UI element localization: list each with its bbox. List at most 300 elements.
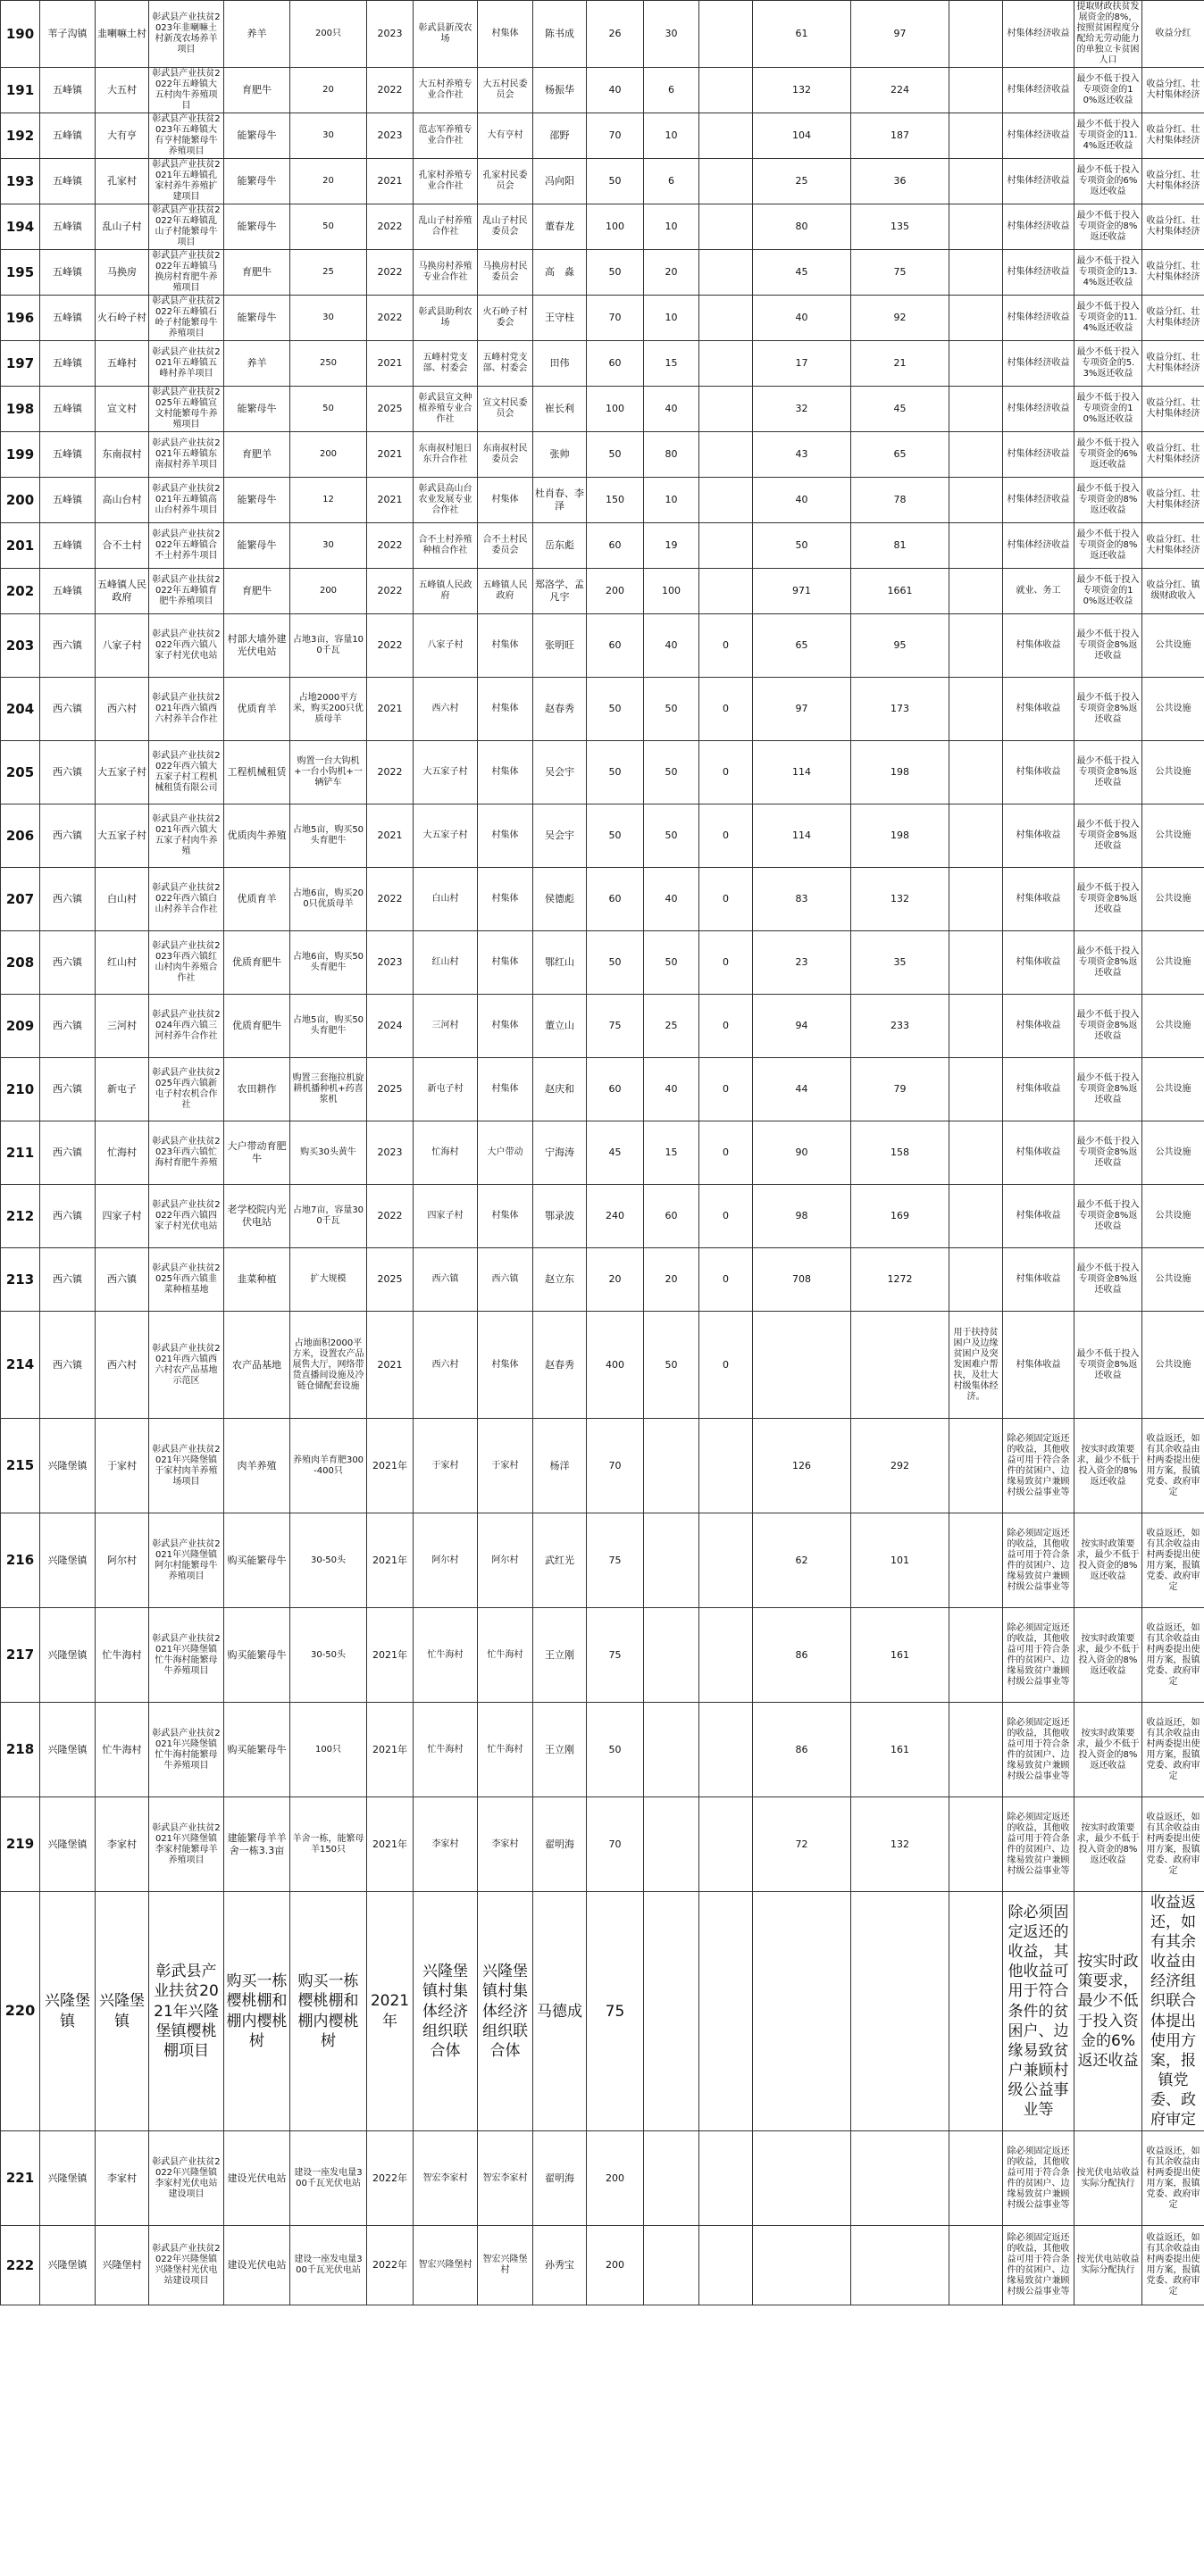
- operator-cell: 大有亨村: [478, 113, 533, 159]
- self-fund-cell: 0: [699, 1058, 753, 1121]
- operator-cell: 忙牛海村: [478, 1608, 533, 1703]
- income-households-cell: 132: [851, 1797, 949, 1892]
- fiscal-fund-cell: 10: [644, 204, 699, 250]
- fiscal-fund-cell: 10: [644, 296, 699, 341]
- row-number: 213: [1, 1248, 40, 1312]
- mechanism-cell: [949, 1419, 1003, 1513]
- row-number: 214: [1, 1312, 40, 1419]
- investment-cell: 60: [587, 868, 644, 931]
- operator-cell: 乱山子村民委员会: [478, 204, 533, 250]
- income-cell: 114: [753, 804, 851, 868]
- row-number: 220: [1, 1892, 40, 2131]
- contact-person-cell: 郑洛学、孟凡宇: [533, 569, 587, 614]
- usage-cell: 村集体收益: [1003, 741, 1074, 804]
- distribution-cell: 收益分红、壮大村集体经济: [1142, 387, 1204, 432]
- contact-person-cell: 岳东彪: [533, 523, 587, 569]
- income-households-cell: 75: [851, 250, 949, 296]
- fiscal-fund-cell: 15: [644, 341, 699, 387]
- village-cell: 西六村: [96, 678, 149, 741]
- contact-person-cell: 吴会宇: [533, 741, 587, 804]
- table-row: [1, 68, 1204, 113]
- owner-cell: 忙海村: [414, 1121, 478, 1185]
- distribution-cell: 收益分红、壮大村集体经济: [1142, 478, 1204, 523]
- fiscal-fund-cell: [644, 1513, 699, 1608]
- year-cell: 2022: [367, 614, 414, 678]
- income-cell: [753, 2226, 851, 2305]
- investment-cell: 50: [587, 159, 644, 204]
- investment-cell: 240: [587, 1185, 644, 1248]
- year-cell: 2022年: [367, 2131, 414, 2226]
- town-cell: 兴隆堡镇: [40, 1703, 96, 1797]
- operator-cell: 村集体: [478, 478, 533, 523]
- year-cell: 2022: [367, 296, 414, 341]
- self-fund-cell: [699, 2131, 753, 2226]
- mechanism-cell: [949, 478, 1003, 523]
- contact-person-cell: 宁海涛: [533, 1121, 587, 1185]
- project-type-cell: 老学校院内光伏电站: [224, 1185, 290, 1248]
- year-cell: 2022: [367, 569, 414, 614]
- self-fund-cell: 0: [699, 995, 753, 1058]
- income-cell: 80: [753, 204, 851, 250]
- project-name-cell: 彰武县产业扶贫2023年五峰镇大有亨村能繁母牛养殖项目: [149, 113, 224, 159]
- income-cell: 971: [753, 569, 851, 614]
- table-row: [1, 250, 1204, 296]
- row-number: 219: [1, 1797, 40, 1892]
- table-row: [1, 1419, 1204, 1513]
- mechanism-cell: [949, 341, 1003, 387]
- scale-cell: 20: [290, 159, 367, 204]
- distribution-cell: 公共设施: [1142, 995, 1204, 1058]
- operator-cell: 孔家村民委员会: [478, 159, 533, 204]
- scale-cell: 占地3亩，容量100千瓦: [290, 614, 367, 678]
- village-cell: 五峰村: [96, 341, 149, 387]
- income-cell: 86: [753, 1608, 851, 1703]
- self-fund-cell: 0: [699, 1248, 753, 1312]
- income-cell: 94: [753, 995, 851, 1058]
- owner-cell: 五峰村党支部、村委会: [414, 341, 478, 387]
- contact-person-cell: 鄂红山: [533, 931, 587, 995]
- owner-cell: 彰武县宣文种植养殖专业合作社: [414, 387, 478, 432]
- town-cell: 五峰镇: [40, 296, 96, 341]
- year-cell: 2021: [367, 341, 414, 387]
- owner-cell: 八家子村: [414, 614, 478, 678]
- contact-person-cell: 杨洋: [533, 1419, 587, 1513]
- benefit-cell: 按实时政策要求，最少不低于投入资金的8%返还收益: [1074, 1608, 1142, 1703]
- contact-person-cell: 孙秀宝: [533, 2226, 587, 2305]
- income-households-cell: 97: [851, 1, 949, 68]
- benefit-cell: 提取财政扶贫发展资金的8%，按照贫困程度分配给无劳动能力的单独立卡贫困人口: [1074, 1, 1142, 68]
- mechanism-cell: [949, 1703, 1003, 1797]
- scale-cell: 占地2000平方米，购买200只优质母羊: [290, 678, 367, 741]
- owner-cell: 西六村: [414, 678, 478, 741]
- fiscal-fund-cell: 20: [644, 250, 699, 296]
- benefit-cell: 最少不低于投入专项资金的11.4%返还收益: [1074, 296, 1142, 341]
- income-cell: 65: [753, 614, 851, 678]
- project-name-cell: 彰武县产业扶贫2023年韭喇嘛土村新茂农场养羊项目: [149, 1, 224, 68]
- row-number: 190: [1, 1, 40, 68]
- income-households-cell: 132: [851, 868, 949, 931]
- owner-cell: 智宏兴隆堡村: [414, 2226, 478, 2305]
- project-name-cell: 彰武县产业扶贫2021年兴隆堡镇樱桃棚项目: [149, 1892, 224, 2131]
- usage-cell: 村集体收益: [1003, 1312, 1074, 1419]
- row-number: 221: [1, 2131, 40, 2226]
- project-type-cell: 育肥牛: [224, 68, 290, 113]
- mechanism-cell: [949, 931, 1003, 995]
- distribution-cell: 收益分红、壮大村集体经济: [1142, 296, 1204, 341]
- income-cell: 132: [753, 68, 851, 113]
- usage-cell: 村集体经济收益: [1003, 296, 1074, 341]
- investment-cell: 200: [587, 2131, 644, 2226]
- year-cell: 2022: [367, 1185, 414, 1248]
- table-row: [1, 1608, 1204, 1703]
- operator-cell: 村集体: [478, 868, 533, 931]
- income-households-cell: 158: [851, 1121, 949, 1185]
- income-cell: [753, 1892, 851, 2131]
- benefit-cell: 按实时政策要求，最少不低于投入资金的8%返还收益: [1074, 1703, 1142, 1797]
- benefit-cell: 最少不低于投入专项资金的6%返还收益: [1074, 159, 1142, 204]
- row-number: 205: [1, 741, 40, 804]
- investment-cell: 75: [587, 995, 644, 1058]
- distribution-cell: 收益分红、壮大村集体经济: [1142, 250, 1204, 296]
- owner-cell: 合不土村养殖种植合作社: [414, 523, 478, 569]
- contact-person-cell: 高 淼: [533, 250, 587, 296]
- town-cell: 西六镇: [40, 1121, 96, 1185]
- mechanism-cell: [949, 250, 1003, 296]
- table-row: [1, 614, 1204, 678]
- benefit-cell: 最少不低于投入专项资金8%返还收益: [1074, 804, 1142, 868]
- row-number: 191: [1, 68, 40, 113]
- investment-cell: 400: [587, 1312, 644, 1419]
- project-type-cell: 能繁母牛: [224, 113, 290, 159]
- mechanism-cell: [949, 569, 1003, 614]
- table-row: [1, 296, 1204, 341]
- income-cell: 40: [753, 296, 851, 341]
- income-cell: 104: [753, 113, 851, 159]
- mechanism-cell: [949, 1608, 1003, 1703]
- fiscal-fund-cell: [644, 1703, 699, 1797]
- village-cell: 高山台村: [96, 478, 149, 523]
- fiscal-fund-cell: 50: [644, 741, 699, 804]
- owner-cell: 东南叔村旭日东升合作社: [414, 432, 478, 478]
- town-cell: 五峰镇: [40, 250, 96, 296]
- investment-cell: 70: [587, 1797, 644, 1892]
- income-households-cell: 78: [851, 478, 949, 523]
- benefit-cell: 最少不低于投入专项资金的5.3%返还收益: [1074, 341, 1142, 387]
- scale-cell: 占地6亩，购买50头育肥牛: [290, 931, 367, 995]
- benefit-cell: 最少不低于投入专项资金的10%返还收益: [1074, 569, 1142, 614]
- year-cell: 2022: [367, 68, 414, 113]
- income-cell: [753, 1312, 851, 1419]
- town-cell: 五峰镇: [40, 113, 96, 159]
- owner-cell: 大五家子村: [414, 804, 478, 868]
- town-cell: 西六镇: [40, 995, 96, 1058]
- project-type-cell: 韭菜种植: [224, 1248, 290, 1312]
- owner-cell: 三河村: [414, 995, 478, 1058]
- investment-cell: 50: [587, 1703, 644, 1797]
- income-cell: 86: [753, 1703, 851, 1797]
- operator-cell: 村集体: [478, 1185, 533, 1248]
- mechanism-cell: [949, 159, 1003, 204]
- income-households-cell: 161: [851, 1703, 949, 1797]
- benefit-cell: 按光伏电站收益实际分配执行: [1074, 2131, 1142, 2226]
- contact-person-cell: 鄂录波: [533, 1185, 587, 1248]
- year-cell: 2021年: [367, 1892, 414, 2131]
- town-cell: 西六镇: [40, 1185, 96, 1248]
- investment-cell: 40: [587, 68, 644, 113]
- benefit-cell: 最少不低于投入专项资金的13.4%返还收益: [1074, 250, 1142, 296]
- usage-cell: 除必须固定返还的收益，其他收益可用于符合条件的贫困户、边缘易致贫户兼顾村级公益事业等: [1003, 1703, 1074, 1797]
- contact-person-cell: 翟明海: [533, 2131, 587, 2226]
- distribution-cell: 收益返还，如有其余收益由经济组织联合体提出使用方案，报镇党委、政府审定: [1142, 1892, 1204, 2131]
- contact-person-cell: 杜肖春、李泽: [533, 478, 587, 523]
- table-row: [1, 1312, 1204, 1419]
- mechanism-cell: [949, 1892, 1003, 2131]
- village-cell: 大有亨: [96, 113, 149, 159]
- mechanism-cell: [949, 1, 1003, 68]
- self-fund-cell: [699, 387, 753, 432]
- self-fund-cell: 0: [699, 1185, 753, 1248]
- town-cell: 五峰镇: [40, 478, 96, 523]
- project-name-cell: 彰武县产业扶贫2021年西六镇大五家子村肉牛养殖: [149, 804, 224, 868]
- row-number: 201: [1, 523, 40, 569]
- town-cell: 西六镇: [40, 1312, 96, 1419]
- project-type-cell: 优质育肥牛: [224, 931, 290, 995]
- self-fund-cell: [699, 1797, 753, 1892]
- village-cell: 新屯子: [96, 1058, 149, 1121]
- distribution-cell: 收益分红、镇级财政收入: [1142, 569, 1204, 614]
- investment-cell: 50: [587, 931, 644, 995]
- self-fund-cell: [699, 113, 753, 159]
- scale-cell: 200: [290, 432, 367, 478]
- operator-cell: 智宏李家村: [478, 2131, 533, 2226]
- contact-person-cell: 侯德彪: [533, 868, 587, 931]
- mechanism-cell: [949, 1248, 1003, 1312]
- owner-cell: 西六村: [414, 1312, 478, 1419]
- town-cell: 五峰镇: [40, 432, 96, 478]
- income-households-cell: 101: [851, 1513, 949, 1608]
- project-name-cell: 彰武县产业扶贫2025年西六镇新屯子村农机合作社: [149, 1058, 224, 1121]
- project-name-cell: 彰武县产业扶贫2021年五峰镇五峰村养羊项目: [149, 341, 224, 387]
- benefit-cell: 最少不低于投入专项资金8%返还收益: [1074, 931, 1142, 995]
- village-cell: 马换房: [96, 250, 149, 296]
- self-fund-cell: [699, 341, 753, 387]
- fiscal-fund-cell: [644, 2226, 699, 2305]
- year-cell: 2023: [367, 931, 414, 995]
- table-row: [1, 1248, 1204, 1312]
- town-cell: 五峰镇: [40, 341, 96, 387]
- town-cell: 五峰镇: [40, 387, 96, 432]
- contact-person-cell: 董立山: [533, 995, 587, 1058]
- distribution-cell: 公共设施: [1142, 1312, 1204, 1419]
- self-fund-cell: 0: [699, 741, 753, 804]
- income-households-cell: 198: [851, 804, 949, 868]
- usage-cell: 村集体经济收益: [1003, 250, 1074, 296]
- project-type-cell: 建能繁母羊羊舍一栋3.3亩: [224, 1797, 290, 1892]
- income-cell: 44: [753, 1058, 851, 1121]
- fiscal-fund-cell: 50: [644, 1312, 699, 1419]
- mechanism-cell: [949, 1185, 1003, 1248]
- scale-cell: 占地5亩，购买50头育肥牛: [290, 995, 367, 1058]
- income-cell: 17: [753, 341, 851, 387]
- fiscal-fund-cell: [644, 2131, 699, 2226]
- fiscal-fund-cell: 20: [644, 1248, 699, 1312]
- table-row: [1, 2226, 1204, 2305]
- distribution-cell: 收益分红、壮大村集体经济: [1142, 159, 1204, 204]
- table-row: [1, 678, 1204, 741]
- year-cell: 2022年: [367, 2226, 414, 2305]
- scale-cell: 购买30头黄牛: [290, 1121, 367, 1185]
- investment-cell: 50: [587, 678, 644, 741]
- investment-cell: 70: [587, 296, 644, 341]
- operator-cell: 村集体: [478, 1058, 533, 1121]
- income-households-cell: [851, 2131, 949, 2226]
- village-cell: 忙牛海村: [96, 1608, 149, 1703]
- year-cell: 2022: [367, 204, 414, 250]
- usage-cell: 村集体经济收益: [1003, 204, 1074, 250]
- income-households-cell: 81: [851, 523, 949, 569]
- usage-cell: 除必须固定返还的收益，其他收益可用于符合条件的贫困户、边缘易致贫户兼顾村级公益事业等: [1003, 2226, 1074, 2305]
- usage-cell: 村集体收益: [1003, 804, 1074, 868]
- fiscal-fund-cell: 40: [644, 387, 699, 432]
- mechanism-cell: [949, 1121, 1003, 1185]
- village-cell: 宣文村: [96, 387, 149, 432]
- self-fund-cell: [699, 68, 753, 113]
- row-number: 208: [1, 931, 40, 995]
- owner-cell: 四家子村: [414, 1185, 478, 1248]
- scale-cell: 占地面积2000平方米，设置农产品展售大厅，网络带货直播间设施及冷链仓储配套设施: [290, 1312, 367, 1419]
- operator-cell: 村集体: [478, 804, 533, 868]
- distribution-cell: 收益返还，如有其余收益由村两委提出使用方案，报镇党委、政府审定: [1142, 1797, 1204, 1892]
- year-cell: 2021: [367, 159, 414, 204]
- fiscal-fund-cell: [644, 1419, 699, 1513]
- fiscal-fund-cell: 50: [644, 804, 699, 868]
- fiscal-fund-cell: [644, 1797, 699, 1892]
- year-cell: 2021年: [367, 1513, 414, 1608]
- project-name-cell: 彰武县产业扶贫2021年兴隆堡镇忙牛海村能繁母牛养殖项目: [149, 1608, 224, 1703]
- village-cell: 忙海村: [96, 1121, 149, 1185]
- table-row: [1, 1121, 1204, 1185]
- scale-cell: 羊舍一栋，能繁母羊150只: [290, 1797, 367, 1892]
- usage-cell: 村集体经济收益: [1003, 341, 1074, 387]
- row-number: 211: [1, 1121, 40, 1185]
- self-fund-cell: [699, 204, 753, 250]
- operator-cell: 马换房村民委员会: [478, 250, 533, 296]
- benefit-cell: 最少不低于投入专项资金的8%返还收益: [1074, 204, 1142, 250]
- village-cell: 阿尔村: [96, 1513, 149, 1608]
- project-name-cell: 彰武县产业扶贫2022年兴隆堡镇李家村光伏电站建设项目: [149, 2131, 224, 2226]
- distribution-cell: 收益分红、壮大村集体经济: [1142, 113, 1204, 159]
- owner-cell: 忙牛海村: [414, 1703, 478, 1797]
- table-row: [1, 1185, 1204, 1248]
- investment-cell: 50: [587, 804, 644, 868]
- fiscal-fund-cell: [644, 1892, 699, 2131]
- self-fund-cell: [699, 523, 753, 569]
- owner-cell: 于家村: [414, 1419, 478, 1513]
- year-cell: 2025: [367, 1248, 414, 1312]
- scale-cell: 扩大规模: [290, 1248, 367, 1312]
- row-number: 217: [1, 1608, 40, 1703]
- income-cell: [753, 2131, 851, 2226]
- usage-cell: 除必须固定返还的收益，其他收益可用于符合条件的贫困户、边缘易致贫户兼顾村级公益事业等: [1003, 1892, 1074, 2131]
- operator-cell: 大五村民委员会: [478, 68, 533, 113]
- fiscal-fund-cell: 50: [644, 678, 699, 741]
- income-households-cell: 21: [851, 341, 949, 387]
- usage-cell: 村集体经济收益: [1003, 387, 1074, 432]
- self-fund-cell: [699, 1608, 753, 1703]
- usage-cell: 除必须固定返还的收益，其他收益可用于符合条件的贫困户、边缘易致贫户兼顾村级公益事业等: [1003, 1608, 1074, 1703]
- project-type-cell: 优质育肥牛: [224, 995, 290, 1058]
- project-name-cell: 彰武县产业扶贫2022年五峰镇马换房村育肥牛养殖项目: [149, 250, 224, 296]
- income-households-cell: 224: [851, 68, 949, 113]
- investment-cell: 75: [587, 1892, 644, 2131]
- owner-cell: 白山村: [414, 868, 478, 931]
- operator-cell: 五峰村党支部、村委会: [478, 341, 533, 387]
- table-row: [1, 204, 1204, 250]
- investment-cell: 20: [587, 1248, 644, 1312]
- project-type-cell: 农田耕作: [224, 1058, 290, 1121]
- row-number: 206: [1, 804, 40, 868]
- fiscal-fund-cell: 10: [644, 478, 699, 523]
- fiscal-fund-cell: 100: [644, 569, 699, 614]
- year-cell: 2021: [367, 432, 414, 478]
- usage-cell: 村集体收益: [1003, 1121, 1074, 1185]
- row-number: 193: [1, 159, 40, 204]
- row-number: 197: [1, 341, 40, 387]
- self-fund-cell: [699, 432, 753, 478]
- row-number: 192: [1, 113, 40, 159]
- owner-cell: 彰武县助利农场: [414, 296, 478, 341]
- project-name-cell: 彰武县产业扶贫2022年西六镇四家子村光伏电站: [149, 1185, 224, 1248]
- town-cell: 西六镇: [40, 931, 96, 995]
- village-cell: 韭喇嘛土村: [96, 1, 149, 68]
- usage-cell: 村集体经济收益: [1003, 113, 1074, 159]
- contact-person-cell: 王守柱: [533, 296, 587, 341]
- village-cell: 乱山子村: [96, 204, 149, 250]
- mechanism-cell: [949, 741, 1003, 804]
- town-cell: 兴隆堡镇: [40, 1608, 96, 1703]
- investment-cell: 60: [587, 614, 644, 678]
- project-name-cell: 彰武县产业扶贫2022年兴隆堡镇兴隆堡村光伏电站建设项目: [149, 2226, 224, 2305]
- project-type-cell: 建设光伏电站: [224, 2131, 290, 2226]
- income-households-cell: 198: [851, 741, 949, 804]
- project-name-cell: 彰武县产业扶贫2022年西六镇大五家子村工程机械租赁有限公司: [149, 741, 224, 804]
- scale-cell: 200: [290, 569, 367, 614]
- year-cell: 2024: [367, 995, 414, 1058]
- distribution-cell: 收益返还，如有其余收益由村两委提出使用方案，报镇党委、政府审定: [1142, 1608, 1204, 1703]
- fiscal-fund-cell: 6: [644, 68, 699, 113]
- operator-cell: 忙牛海村: [478, 1703, 533, 1797]
- operator-cell: 村集体: [478, 1312, 533, 1419]
- table-row: [1, 1892, 1204, 2131]
- village-cell: 于家村: [96, 1419, 149, 1513]
- distribution-cell: 收益返还，如有其余收益由村两委提出使用方案，报镇党委、政府审定: [1142, 2226, 1204, 2305]
- income-cell: 25: [753, 159, 851, 204]
- row-number: 203: [1, 614, 40, 678]
- investment-cell: 50: [587, 741, 644, 804]
- scale-cell: 购买一栋樱桃棚和棚内樱桃树: [290, 1892, 367, 2131]
- operator-cell: 宣文村民委员会: [478, 387, 533, 432]
- contact-person-cell: 武红光: [533, 1513, 587, 1608]
- town-cell: 西六镇: [40, 1248, 96, 1312]
- project-type-cell: 肉羊养殖: [224, 1419, 290, 1513]
- benefit-cell: 按实时政策要求，最少不低于投入资金的6%返还收益: [1074, 1892, 1142, 2131]
- operator-cell: 阿尔村: [478, 1513, 533, 1608]
- village-cell: 三河村: [96, 995, 149, 1058]
- owner-cell: 兴隆堡镇村集体经济组织联合体: [414, 1892, 478, 2131]
- contact-person-cell: 赵立东: [533, 1248, 587, 1312]
- project-type-cell: 优质肉牛养殖: [224, 804, 290, 868]
- mechanism-cell: [949, 68, 1003, 113]
